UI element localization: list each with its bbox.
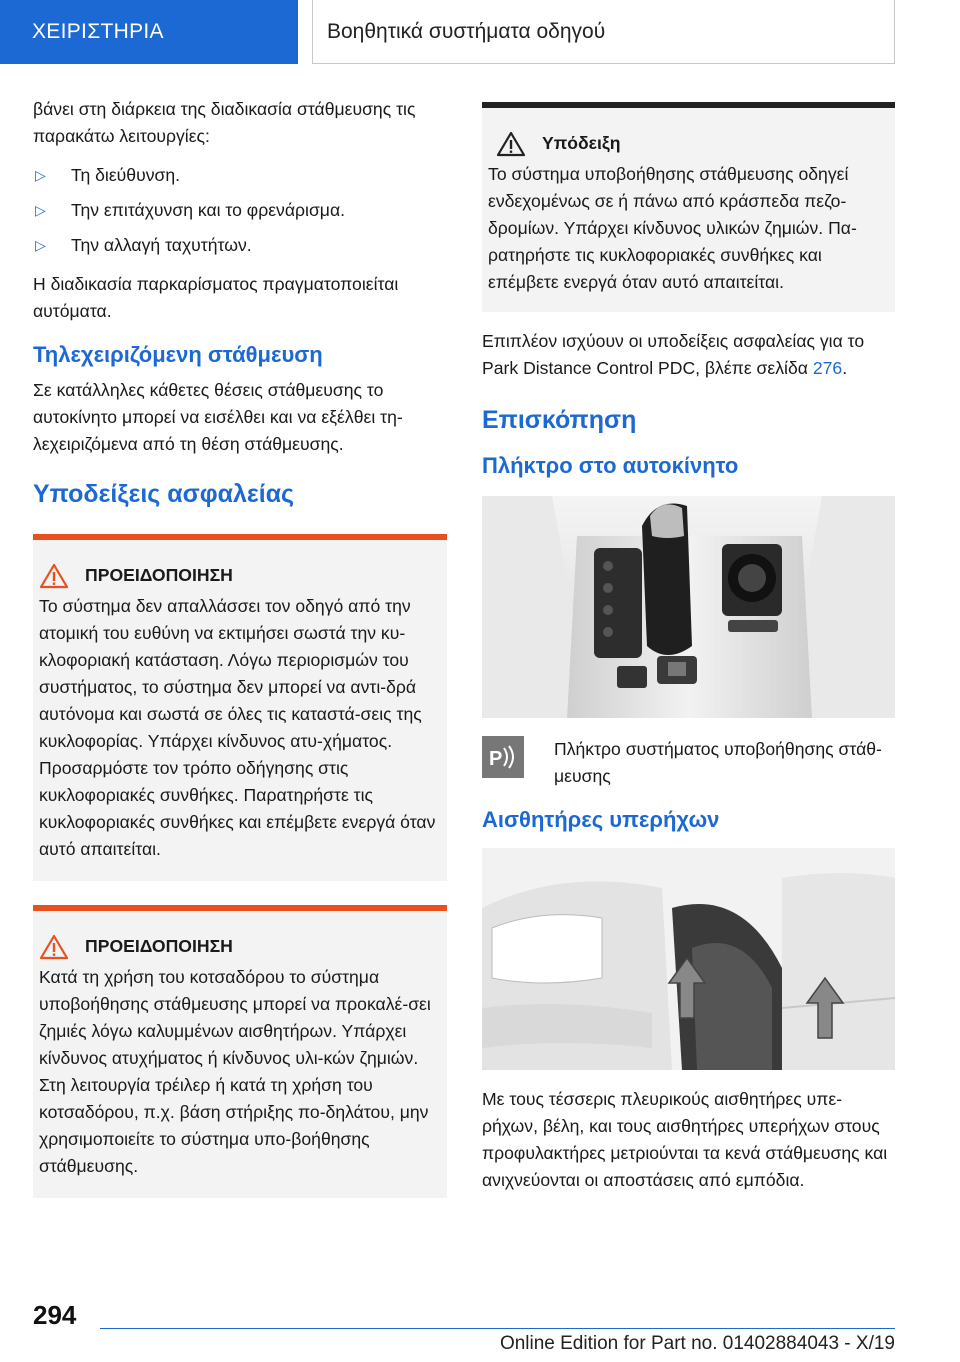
footer-divider	[100, 1328, 895, 1329]
warning-triangle-icon	[39, 934, 69, 960]
bullet-triangle-icon: ▷	[35, 237, 46, 253]
sensors-text: Με τους τέσσερις πλευρικούς αισθητήρες υπε-ρήχων, βέλη, και τους αισθητήρες υπερήχων στους προφυλακτήρες μετριούνται τα κενά στάθμευσης και ανιχνεύονται οι αποστάσεις από εμπόδια.	[482, 1089, 888, 1190]
bullet-triangle-icon: ▷	[35, 202, 46, 218]
overview-heading: Επισκόπηση	[482, 406, 637, 434]
button-caption	[482, 736, 895, 790]
intro-text: βάνει στη διάρκεια της διαδικασία στάθμευσης τις παρακάτω λειτουργίες:	[33, 99, 416, 146]
warning-triangle-icon	[39, 563, 69, 589]
park-assist-button-icon	[482, 736, 524, 778]
svg-text:P: P	[489, 748, 503, 770]
button-heading: Πλήκτρο στο αυτοκίνητο	[482, 453, 739, 478]
note-text: Το σύστημα υποβοήθησης στάθμευσης οδηγεί ενδεχομένως σε ή πάνω από κράσπεδα πεζο-δρομίων. Υπάρχει κίνδυνος υλικών ζημιών. Πα-ρατηρήστε τις κυκλοφοριακές συνθήκες και επέμβετε ενεργά όταν αυτό απαιτείται.	[488, 164, 857, 292]
pdc-reference-text: Επιπλέον ισχύουν οι υποδείξεις ασφαλείας για το Park Distance Control PDC, βλέπε σελίδα 276.	[482, 331, 865, 378]
warning-text: Το σύστημα δεν απαλλάσσει τον οδηγό από την ατομική του ευθύνη να εκτιμήσει σωστά την κυ-κλοφοριακή κατάσταση. Λόγω περιορισμών του συστήματος, το σύστημα δεν μπορεί να αντι-δρά αυτόνομα και σωστά σε όλες τις καταστά-σεις της κυκλοφορίας. Υπάρχει κίνδυνος ατυ-χήματος. Προσαρμόστε τον τρόπο οδήγησης στις κυκλοφοριακές συνθήκες. Παρατηρήστε τις κυκλοφοριακές συνθήκες και επέμβετε ενεργά όταν αυτό απαιτείται.	[39, 596, 436, 859]
note-title: Υπόδειξη	[542, 133, 621, 153]
left-column	[33, 96, 447, 1212]
section-tab[interactable]: ΧΕΙΡΙΣΤΗΡΙΑ	[0, 0, 298, 64]
note-box	[482, 102, 895, 312]
sensors-heading: Αισθητήρες υπερήχων	[482, 807, 720, 832]
page-reference-link[interactable]: 276	[812, 358, 843, 378]
warning-title: ΠΡΟΕΙΔΟΠΟΙΗΣΗ	[85, 565, 233, 585]
sensors-photo	[482, 848, 895, 1070]
list-item: ▷ Την επιτάχυνση και το φρενάρισμα.	[33, 197, 447, 224]
note-triangle-icon	[496, 131, 526, 157]
sensors-illustration	[482, 848, 895, 1070]
chapter-title: Βοηθητικά συστήματα οδηγού	[312, 0, 895, 64]
function-list	[33, 162, 447, 259]
caption-text: Πλήκτρο συστήματος υποβοήθησης στάθ-μευσης	[554, 739, 882, 786]
manual-parking-heading: Τηλεχειριζόμενη στάθμευση	[33, 342, 323, 367]
footer-edition: Online Edition for Part no. 01402884043 - X/19	[499, 1333, 895, 1354]
manual-parking-text: Σε κατάλληλες κάθετες θέσεις στάθμευσης το αυτοκίνητο μπορεί να εισέλθει και να εξέλθει τη-λεχειριζόμενα από τη θέση στάθμευσης.	[33, 380, 403, 454]
safety-heading: Υποδείξεις ασφαλείας	[33, 480, 295, 508]
warning-text: Κατά τη χρήση του κοτσαδόρου το σύστημα υποβοήθησης στάθμευσης μπορεί να προκαλέ-σει ζημιές λόγω καλυμμένων αισθητήρων. Υπάρχει κίνδυνος ατυχήματος ή κίνδυνος υλι-κών ζημιών. Στη λειτουργία τρέιλερ ή κατά τη χρήση του κοτσαδόρου, π.χ. βάση στήριξης πο-δηλάτου, μην χρησιμοποιείτε το σύστημα υπο-βοήθησης στάθμευσης.	[39, 967, 431, 1176]
console-photo	[482, 496, 895, 718]
right-column	[482, 96, 895, 1206]
console-illustration	[482, 496, 895, 718]
list-item: ▷ Την αλλαγή ταχυτήτων.	[33, 232, 447, 259]
list-item: ▷ Τη διεύθυνση.	[33, 162, 447, 189]
warning-box	[33, 534, 447, 881]
auto-text: Η διαδικασία παρκαρίσματος πραγματοποιείται αυτόματα.	[33, 274, 399, 321]
warning-box	[33, 905, 447, 1198]
bullet-triangle-icon: ▷	[35, 167, 46, 183]
page-number: 294	[33, 1300, 77, 1330]
warning-title: ΠΡΟΕΙΔΟΠΟΙΗΣΗ	[85, 936, 233, 956]
